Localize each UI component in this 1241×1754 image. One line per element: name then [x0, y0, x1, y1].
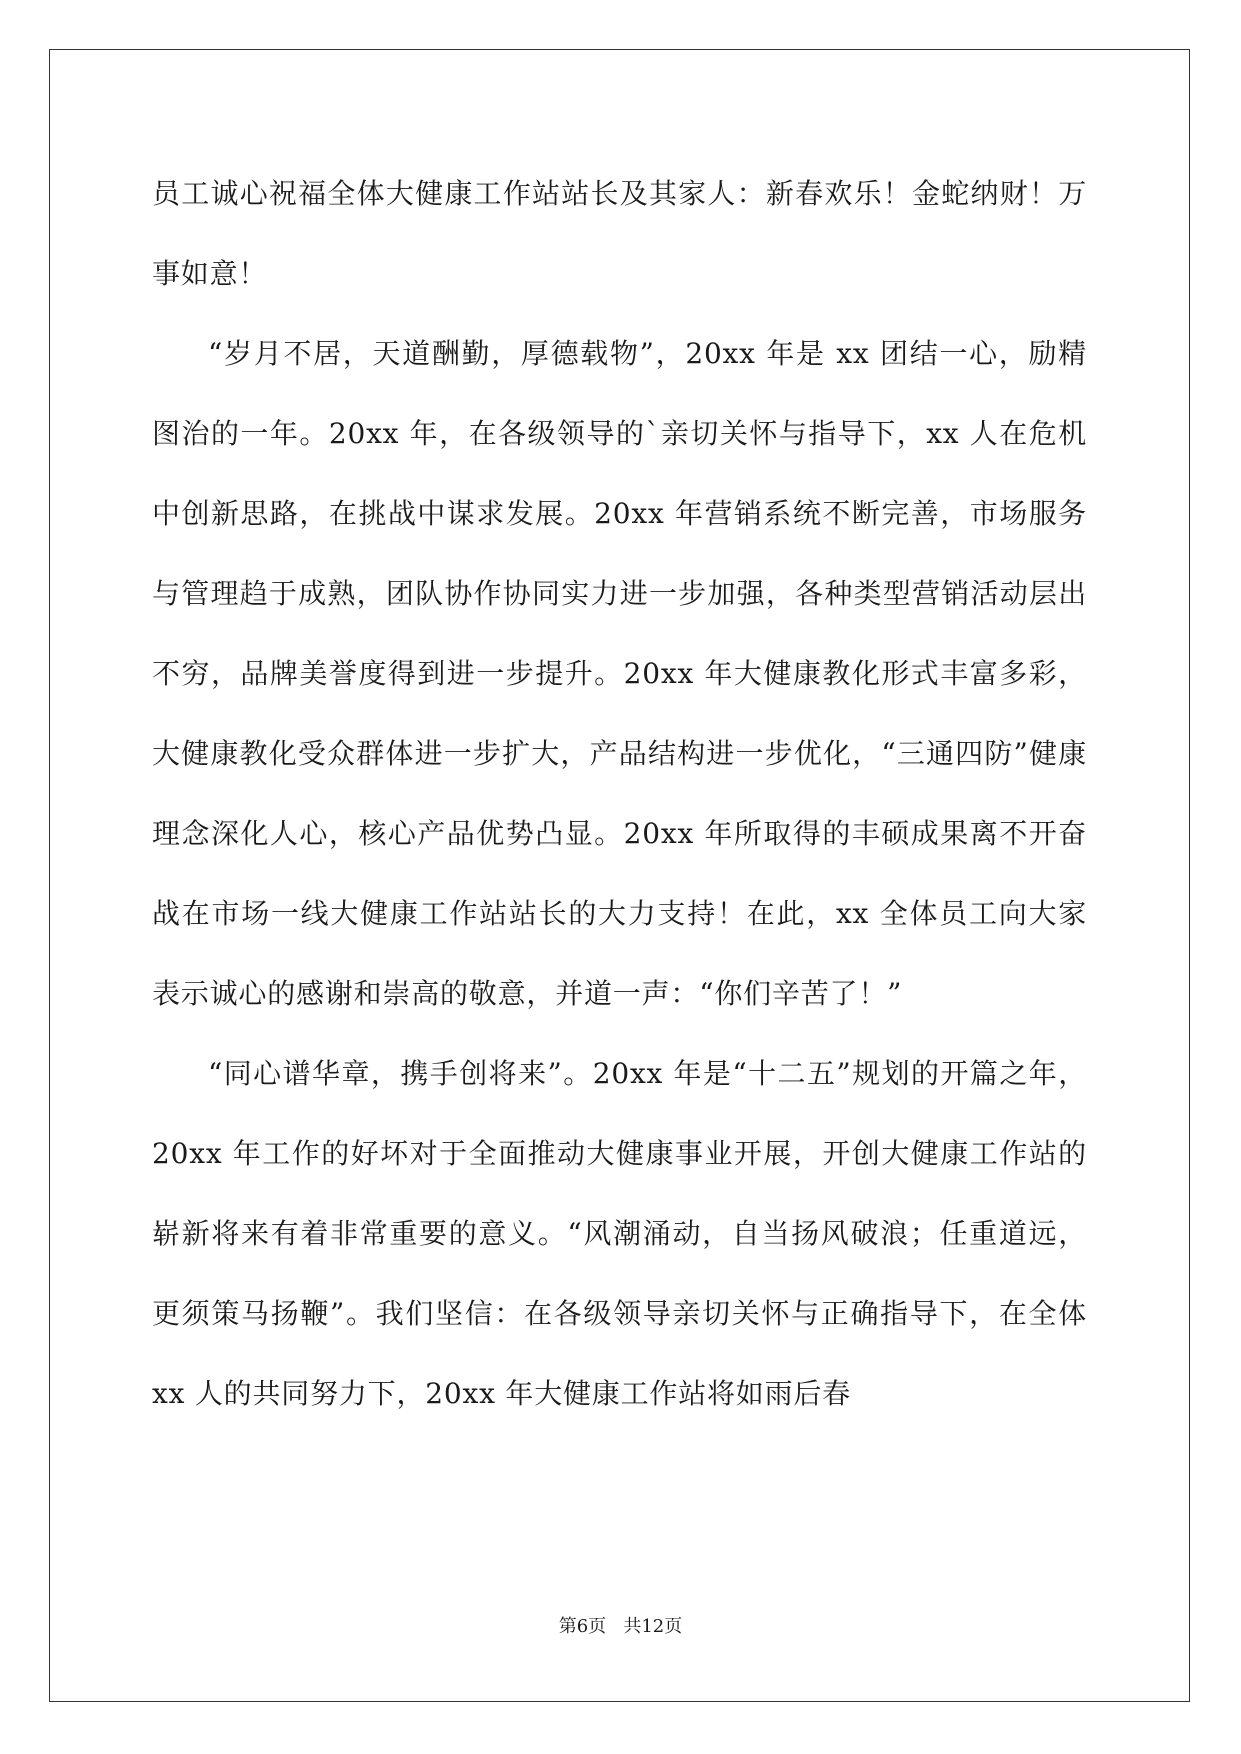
page-number-footer: 第6页 共12页 — [558, 1616, 683, 1637]
paragraph-3: “同心谱华章，携手创将来”。20xx 年是“十二五”规划的开篇之年，20xx 年工作的好坏对于全面推动大健康事业开展，开创大健康工作站的崭新将来有着非常重要的意义。“风潮涌动，自当扬风破浪；任重道远，更须策马扬鞭”。我们坚信：在各级领导亲切关怀与正确指导下，在全体 xx 人的共同努力下，20xx 年大健康工作站将如雨后春 — [152, 1057, 1087, 1410]
paragraph-2: “岁月不居，天道酬勤，厚德载物”，20xx 年是 xx 团结一心，励精图治的一年。20xx 年，在各级领导的`亲切关怀与指导下，xx 人在危机中创新思路，在挑战中谋求发展。20xx 年营销系统不断完善，市场服务与管理趋于成熟，团队协作协同实力进一步加强，各种类型营销活动层出不穷，品牌美誉度得到进一步提升。20xx 年大健康教化形式丰富多彩，大健康教化受众群体进一步扩大，产品结构进一步优化，“三通四防”健康理念深化人心，核心产品优势凸显。20xx 年所取得的丰硕成果离不开奋战在市场一线大健康工作站站长的大力支持！在此，xx 全体员工向大家表示诚心的感谢和崇高的敬意，并道一声：“你们辛苦了！” — [152, 337, 1087, 1010]
document-body — [152, 154, 1087, 1434]
paragraph-1: 员工诚心祝福全体大健康工作站站长及其家人：新春欢乐！金蛇纳财！万事如意！ — [152, 177, 1087, 290]
